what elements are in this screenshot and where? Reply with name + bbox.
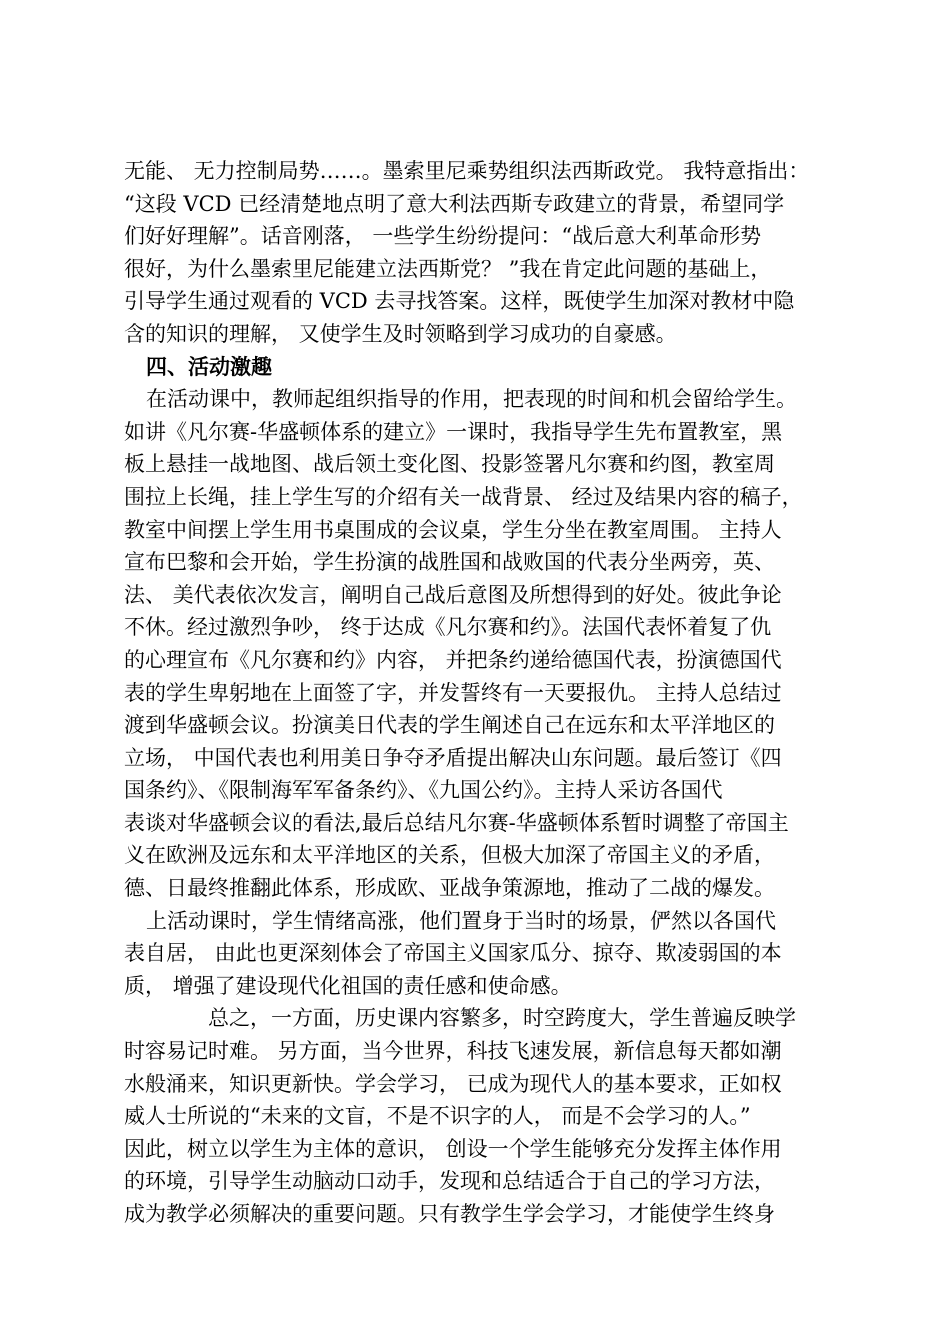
- text-line: 的环境，引导学生动脑动口动手，发现和总结适合于自己的学习方法，: [124, 1169, 775, 1194]
- text-line: 上活动课时，学生情绪高涨，他们置身于当时的场景，俨然以各国代: [146, 908, 776, 933]
- text-line: 因此，树立以学生为主体的意识， 创设一个学生能够充分发挥主体作用: [124, 1136, 782, 1161]
- text-line: 国条约》、《限制海军军备条约》、《九国公约》。主持人采访各国代: [124, 778, 723, 803]
- text-line: 很好，为什么墨索里尼能建立法西斯党？ ”我在肯定此问题的基础上，: [124, 256, 772, 281]
- paragraph-conclusion: [124, 1002, 844, 1230]
- text-line: 引导学生通过观看的 VCD 去寻找答案。这样，既使学生加深对教材中隐: [124, 289, 795, 314]
- text-line: 成为教学必须解决的重要问题。只有教学生学会学习，才能使学生终身: [124, 1202, 775, 1226]
- text-line: 含的知识的理解， 又使学生及时领略到学习成功的自豪感。: [124, 321, 677, 346]
- text-line: 无能、 无力控制局势……。墨索里尼乘势组织法西斯政党。 我特意指出：: [124, 159, 810, 183]
- text-line: 们好好理解”。话音刚落， 一些学生纷纷提问：“战后意大利革命形势: [124, 224, 762, 249]
- text-line: 宣布巴黎和会开始，学生扮演的战胜国和战败国的代表分坐两旁，英、: [124, 550, 775, 575]
- text-line: 板上悬挂一战地图、战后领土变化图、投影签署凡尔赛和约图，教室周: [124, 452, 775, 477]
- paragraph-student-reaction: [124, 905, 844, 1003]
- text-line: 威人士所说的“未来的文盲，不是不识字的人， 而是不会学习的人。”: [124, 1104, 751, 1129]
- section-heading: 四、活动激趣: [146, 354, 272, 379]
- text-line: 表自居， 由此也更深刻体会了帝国主义国家瓜分、掠夺、欺凌弱国的本: [124, 941, 782, 966]
- paragraph-vcd-discussion: [124, 155, 844, 351]
- text-line: 总之，一方面，历史课内容繁多，时空跨度大，学生普遍反映学: [208, 1006, 796, 1031]
- text-line: 立场， 中国代表也利用美日争夺矛盾提出解决山东问题。最后签订《四: [124, 745, 782, 770]
- paragraph-activity-class: [124, 383, 844, 905]
- text-line: 教室中间摆上学生用书桌围成的会议桌，学生分坐在教室周围。 主持人: [124, 517, 782, 542]
- text-line: “这段 VCD 已经清楚地点明了意大利法西斯专政建立的背景，希望同学: [124, 191, 785, 216]
- text-line: 在活动课中，教师起组织指导的作用，把表现的时间和机会留给学生。: [146, 387, 797, 412]
- text-line: 表的学生卑躬地在上面签了字，并发誓终有一天要报仇。 主持人总结过: [124, 680, 782, 705]
- text-line: 如讲《凡尔赛-华盛顿体系的建立》一课时，我指导学生先布置教室，黑: [124, 419, 783, 444]
- text-line: 水般涌来，知识更新快。学会学习， 已成为现代人的基本要求，正如权: [124, 1071, 782, 1096]
- text-line: 时容易记时难。 另方面，当今世界，科技飞速发展，新信息每天都如潮: [124, 1039, 782, 1064]
- document-body: [124, 155, 844, 1231]
- text-line: 德、日最终推翻此体系，形成欧、亚战争策源地，推动了二战的爆发。: [124, 876, 775, 901]
- text-line: 的心理宣布《凡尔赛和约》内容， 并把条约递给德国代表，扮演德国代: [124, 647, 782, 672]
- text-line: 义在欧洲及远东和太平洋地区的关系，但极大加深了帝国主义的矛盾，: [124, 843, 775, 868]
- text-line: 质， 增强了建设现代化祖国的责任感和使命感。: [124, 973, 572, 998]
- text-line: 表谈对华盛顿会议的看法,最后总结凡尔赛-华盛顿体系暂时调整了帝国主: [124, 810, 789, 835]
- text-line: 法、 美代表依次发言，阐明自己战后意图及所想得到的好处。彼此争论: [124, 582, 782, 607]
- text-line: 围拉上长绳，挂上学生写的介绍有关一战背景、 经过及结果内容的稿子，: [124, 484, 803, 509]
- text-line: 不休。经过激烈争吵， 终于达成《凡尔赛和约》。法国代表怀着复了仇: [124, 615, 772, 640]
- text-line: 渡到华盛顿会议。扮演美日代表的学生阐述自己在远东和太平洋地区的: [124, 713, 775, 738]
